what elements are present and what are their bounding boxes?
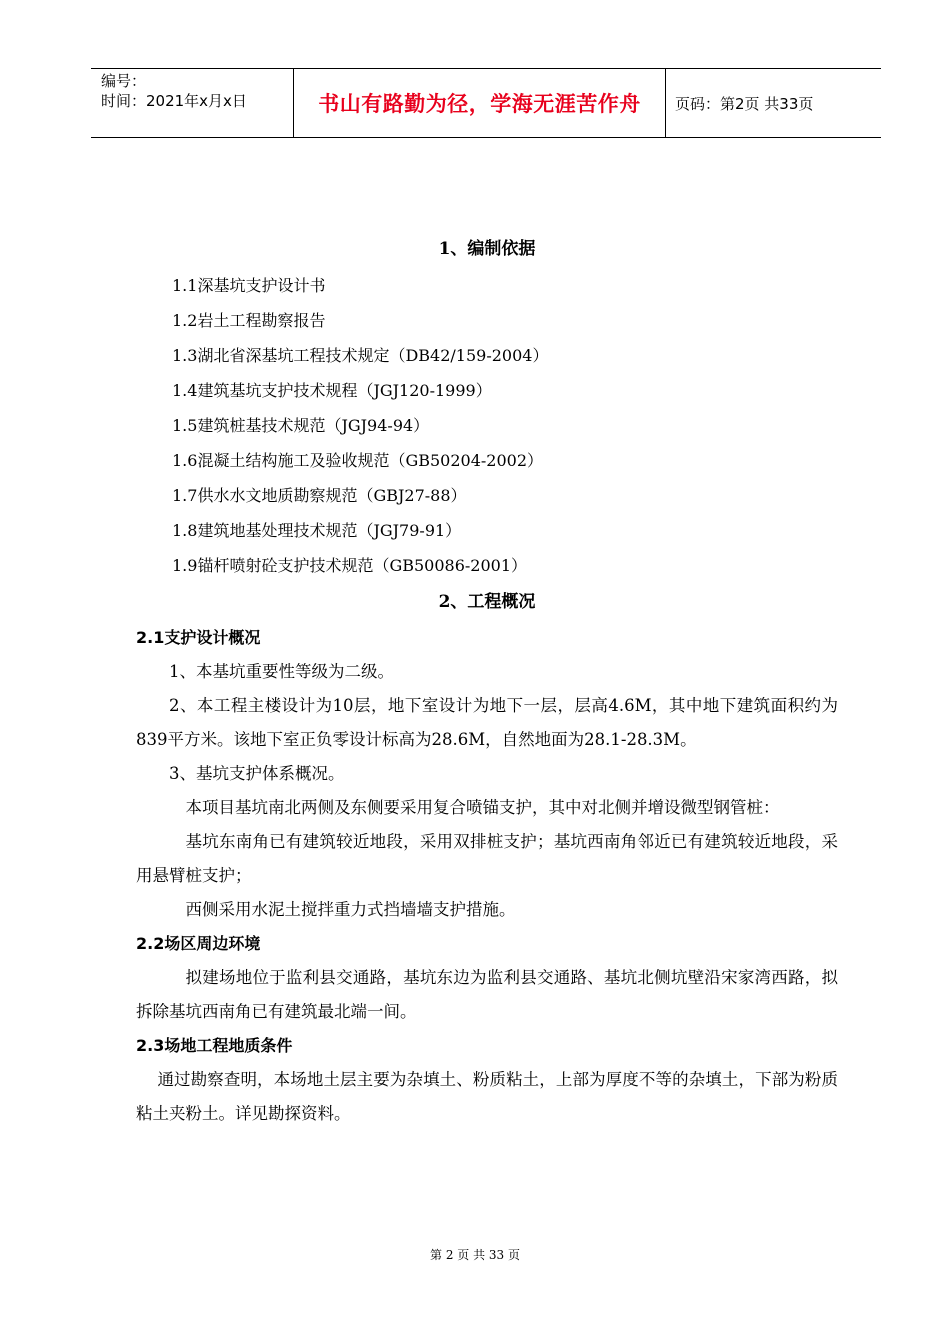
- section-title: 2、工程概况: [438, 592, 536, 612]
- page-header: [91, 68, 881, 138]
- reference-item: 1.2岩土工程勘察报告: [172, 311, 326, 330]
- paragraph: 西侧采用水泥土搅拌重力式挡墙墙支护措施。: [185, 900, 516, 919]
- subsection-title: 2.3场地工程地质条件: [136, 1036, 293, 1055]
- header-number-label: 编号：: [101, 72, 147, 90]
- header-divider: [665, 69, 666, 137]
- reference-item: 1.1深基坑支护设计书: [172, 276, 326, 295]
- paragraph: 3、基坑支护体系概况。: [169, 764, 345, 783]
- paragraph: 1、本基坑重要性等级为二级。: [169, 662, 394, 681]
- header-page-info: 页码：第2页 共33页: [675, 94, 814, 113]
- header-time-label: 时间：2021年x月x日: [101, 92, 247, 110]
- reference-item: 1.9锚杆喷射砼支护技术规范（GB50086-2001）: [172, 556, 528, 575]
- subsection-title: 2.2场区周边环境: [136, 934, 261, 953]
- paragraph: 拟建场地位于监利县交通路，基坑东边为监利县交通路、基坑北侧坑壁沿宋家湾西路，拟拆除基坑西南角已有建筑最北端一间。: [136, 968, 838, 1021]
- subsection-title: 2.1支护设计概况: [136, 628, 261, 647]
- reference-item: 1.5建筑桩基技术规范（JGJ94-94）: [172, 416, 430, 435]
- reference-item: 1.6混凝土结构施工及验收规范（GB50204-2002）: [172, 451, 544, 470]
- paragraph: 通过勘察查明，本场地土层主要为杂填土、粉质粘土，上部为厚度不等的杂填土，下部为粉质粘土夹粉土。详见勘探资料。: [136, 1070, 838, 1123]
- reference-item: 1.7供水水文地质勘察规范（GBJ27-88）: [172, 486, 467, 505]
- reference-list: [136, 268, 838, 583]
- paragraph: 2、本工程主楼设计为10层，地下室设计为地下一层，层高4.6M，其中地下建筑面积约为839平方米。该地下室正负零设计标高为28.6M，自然地面为28.1-28.3M。: [136, 696, 838, 749]
- document-body: [136, 230, 838, 1131]
- paragraph: 基坑东南角已有建筑较近地段，采用双排桩支护；基坑西南角邻近已有建筑较近地段，采用悬臂桩支护；: [136, 832, 838, 885]
- reference-item: 1.4建筑基坑支护技术规程（JGJ120-1999）: [172, 381, 492, 400]
- reference-item: 1.3湖北省深基坑工程技术规定（DB42/159-2004）: [172, 346, 549, 365]
- section-title: 1、编制依据: [438, 239, 536, 259]
- paragraph: 本项目基坑南北两侧及东侧要采用复合喷锚支护，其中对北侧并增设微型钢管桩：: [185, 798, 780, 817]
- page-footer: 第 2 页 共 33 页: [430, 1248, 520, 1262]
- header-motto: 书山有路勤为径，学海无涯苦作舟: [318, 91, 641, 116]
- header-meta: [101, 71, 291, 111]
- reference-item: 1.8建筑地基处理技术规范（JGJ79-91）: [172, 521, 462, 540]
